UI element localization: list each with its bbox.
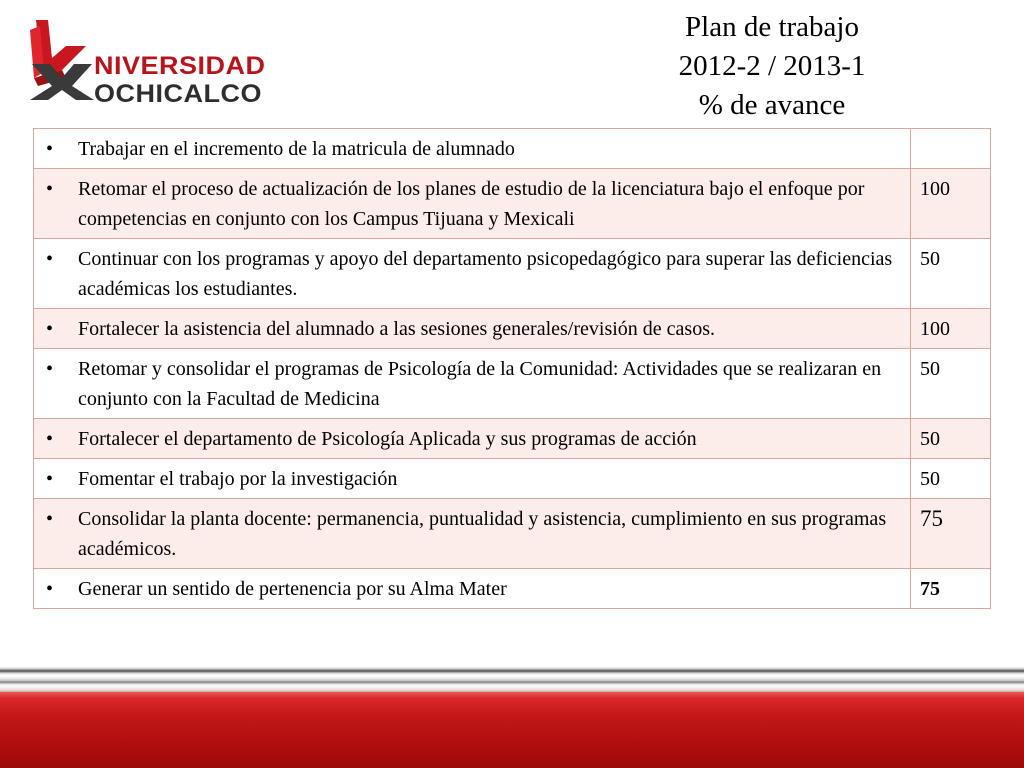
activity-text: Consolidar la planta docente: permanencia, puntualidad y asistencia, cumplimiento en sus programas académicos. <box>78 508 887 560</box>
activity-cell <box>34 419 911 459</box>
activity-cell <box>34 459 911 499</box>
table-row <box>34 349 991 419</box>
activity-cell <box>34 239 911 309</box>
table-row <box>34 129 991 169</box>
table-row <box>34 419 991 459</box>
activity-text: Generar un sentido de pertenencia por su Alma Mater <box>78 578 507 600</box>
plan-table <box>33 128 991 609</box>
page-title <box>600 8 944 125</box>
activity-cell <box>34 569 911 609</box>
table-row <box>34 459 991 499</box>
activity-cell <box>34 169 911 239</box>
progress-value: 100 <box>911 309 991 349</box>
logo-text-bottom: OCHICALCO <box>94 80 262 108</box>
progress-value: 50 <box>911 349 991 419</box>
bullet-icon: • <box>46 318 54 340</box>
progress-value: 50 <box>911 419 991 459</box>
activity-cell <box>34 129 911 169</box>
bullet-icon: • <box>46 508 54 530</box>
activity-cell <box>34 349 911 419</box>
footer-band <box>0 692 1024 768</box>
title-line-1: Plan de trabajo <box>685 11 859 43</box>
activity-text: Fortalecer el departamento de Psicología Aplicada y sus programas de acción <box>78 428 697 450</box>
footer-divider <box>0 666 1024 692</box>
logo-text-top: NIVERSIDAD <box>94 52 266 80</box>
progress-value <box>911 129 991 169</box>
progress-value: 50 <box>911 459 991 499</box>
table-row <box>34 169 991 239</box>
activity-text: Continuar con los programas y apoyo del departamento psicopedagógico para superar las deficiencias académicas los estudiantes. <box>78 248 893 300</box>
bullet-icon: • <box>46 578 54 600</box>
bullet-icon: • <box>46 428 54 450</box>
table-row <box>34 309 991 349</box>
activity-text: Trabajar en el incremento de la matricula de alumnado <box>78 138 515 160</box>
title-line-2: 2012-2 / 2013-1 <box>678 50 866 82</box>
table-row <box>34 239 991 309</box>
title-line-3: % de avance <box>698 89 846 121</box>
bullet-icon: • <box>46 138 54 160</box>
progress-value: 50 <box>911 239 991 309</box>
activity-cell <box>34 499 911 569</box>
bullet-icon: • <box>46 178 54 200</box>
bullet-icon: • <box>46 358 54 380</box>
progress-value: 100 <box>911 169 991 239</box>
progress-value: 75 <box>911 499 991 569</box>
activity-cell <box>34 309 911 349</box>
bullet-icon: • <box>46 468 54 490</box>
table-row <box>34 569 991 609</box>
progress-value: 75 <box>911 569 991 609</box>
table-row <box>34 499 991 569</box>
university-logo <box>22 16 292 108</box>
activity-text: Fomentar el trabajo por la investigación <box>78 468 398 490</box>
activity-text: Fortalecer la asistencia del alumnado a las sesiones generales/revisión de casos. <box>78 318 715 340</box>
activity-text: Retomar el proceso de actualización de los planes de estudio de la licenciatura bajo el enfoque por competencias en conjunto con los Campus Tijuana y Mexicali <box>78 178 865 230</box>
bullet-icon: • <box>46 248 54 270</box>
activity-text: Retomar y consolidar el programas de Psicología de la Comunidad: Actividades que se realizaran en conjunto con la Facultad de Medicina <box>78 358 882 410</box>
